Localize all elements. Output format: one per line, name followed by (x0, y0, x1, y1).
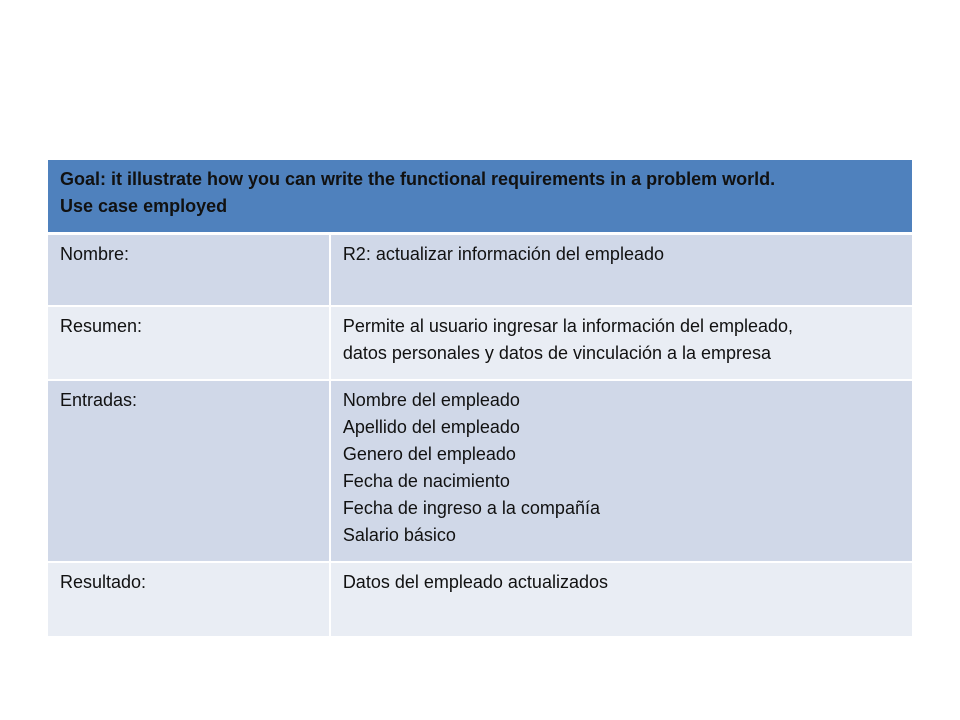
table-row-resumen (48, 306, 912, 380)
label-nombre: Nombre: (48, 234, 330, 306)
value-line: Datos del empleado actualizados (342, 571, 608, 592)
value-nombre (330, 234, 912, 306)
value-line: Nombre del empleado (342, 389, 520, 410)
value-entradas (330, 380, 912, 562)
value-resultado (330, 562, 912, 636)
table-row-entradas (48, 380, 912, 562)
use-case-table (48, 160, 912, 636)
value-line: Permite al usuario ingresar la información del empleado, (342, 315, 794, 336)
table-row-nombre (48, 234, 912, 306)
label-resultado: Resultado: (48, 562, 330, 636)
goal-text: Goal: it illustrate how you can write the functional requirements in a problem world. (60, 169, 776, 189)
value-line: Apellido del empleado (342, 416, 520, 437)
value-resumen (330, 306, 912, 380)
value-line: Salario básico (342, 524, 456, 545)
value-line: R2: actualizar información del empleado (342, 244, 664, 264)
table-header-row (48, 160, 912, 234)
value-line: Fecha de ingreso a la compañía (342, 497, 600, 518)
label-resumen: Resumen: (48, 306, 330, 380)
use-case-title: Use case employed (60, 196, 228, 216)
value-line: datos personales y datos de vinculación a la empresa (342, 342, 772, 363)
table-row-resultado (48, 562, 912, 636)
label-entradas: Entradas: (48, 380, 330, 562)
value-line: Fecha de nacimiento (342, 470, 510, 491)
table-header-cell (48, 160, 912, 234)
value-line: Genero del empleado (342, 443, 516, 464)
